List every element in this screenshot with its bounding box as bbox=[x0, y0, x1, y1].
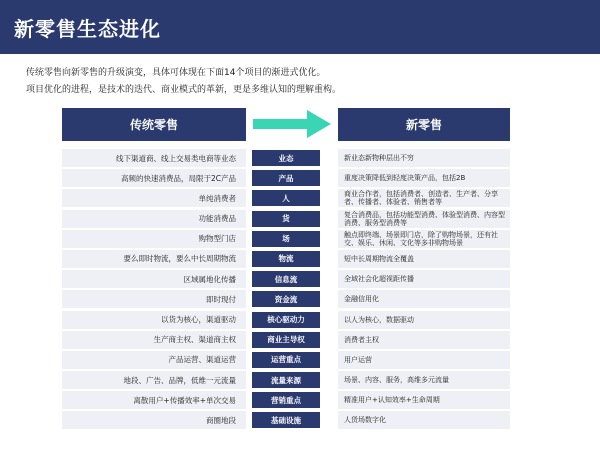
comparison-row bbox=[62, 390, 510, 410]
new-retail-cell: 金融信用化 bbox=[338, 290, 510, 308]
aspect-label: 货 bbox=[252, 211, 320, 227]
new-retail-cell: 全域社会化超视距传播 bbox=[338, 270, 510, 288]
comparison-row bbox=[62, 289, 510, 309]
aspect-label: 流量来源 bbox=[252, 372, 320, 388]
comparison-table bbox=[62, 148, 510, 431]
new-retail-cell: 用户运营 bbox=[338, 351, 510, 369]
header-traditional-retail: 传统零售 bbox=[62, 108, 246, 141]
new-retail-cell: 新业态新物种层出不穷 bbox=[338, 149, 510, 167]
traditional-cell: 购物型门店 bbox=[62, 230, 246, 248]
intro-text bbox=[26, 65, 586, 99]
comparison-row bbox=[62, 370, 510, 390]
comparison-row bbox=[62, 410, 510, 430]
intro-line-2: 项目优化的进程，是技术的迭代、商业模式的革新，更是多维认知的理解重构。 bbox=[26, 85, 342, 95]
comparison-row bbox=[62, 209, 510, 229]
traditional-cell: 地段、广告、品牌，低维一元流量 bbox=[62, 371, 246, 389]
traditional-cell: 离散用户+传播效率+单次交易 bbox=[62, 391, 246, 409]
comparison-row bbox=[62, 249, 510, 269]
aspect-label: 商业主导权 bbox=[252, 332, 320, 348]
traditional-cell: 即时现付 bbox=[62, 290, 246, 308]
intro-line-1: 传统零售向新零售的升级演变，具体可体现在下面14个项目的渐进式优化。 bbox=[26, 68, 326, 78]
traditional-cell: 商圈地段 bbox=[62, 411, 246, 429]
traditional-cell: 要么即时物流，要么中长周期物流 bbox=[62, 250, 246, 268]
new-retail-cell: 商业合作者，包括消费者、创造者、生产者、分享者、传播者、体验者、销售者等 bbox=[338, 189, 510, 207]
new-retail-cell: 精准用户+认知效率+生命周期 bbox=[338, 391, 510, 409]
comparison-row bbox=[62, 148, 510, 168]
comparison-row bbox=[62, 330, 510, 350]
arrow-right-icon bbox=[253, 110, 331, 138]
traditional-cell: 生产商主权、渠道商主权 bbox=[62, 331, 246, 349]
traditional-cell: 单纯消费者 bbox=[62, 189, 246, 207]
new-retail-cell: 场景、内容、服务，高维多元流量 bbox=[338, 371, 510, 389]
comparison-row bbox=[62, 350, 510, 370]
aspect-label: 营销重点 bbox=[252, 392, 320, 408]
new-retail-cell: 复合消费品，包括功能型消费、体验型消费、内容型消费、服务型消费等 bbox=[338, 210, 510, 228]
traditional-cell: 高频的快速消费品，局限于2C产品 bbox=[62, 169, 246, 187]
aspect-label: 运营重点 bbox=[252, 352, 320, 368]
new-retail-cell: 触点即终端、场景即门店，除了购物场景，还有社交、娱乐、休闲、文化等多非购物场景 bbox=[338, 230, 510, 248]
header-new-retail: 新零售 bbox=[338, 108, 510, 141]
aspect-label: 产品 bbox=[252, 170, 320, 186]
aspect-label: 信息流 bbox=[252, 271, 320, 287]
new-retail-cell: 重度决策降低到轻度决策产品，包括2B bbox=[338, 169, 510, 187]
aspect-label: 基础设施 bbox=[252, 412, 320, 428]
aspect-label: 资金流 bbox=[252, 291, 320, 307]
traditional-cell: 以货为核心，渠道驱动 bbox=[62, 311, 246, 329]
traditional-cell: 产品运营、渠道运营 bbox=[62, 351, 246, 369]
traditional-cell: 区域属地化传播 bbox=[62, 270, 246, 288]
comparison-row bbox=[62, 229, 510, 249]
new-retail-cell: 人货场数字化 bbox=[338, 411, 510, 429]
new-retail-cell: 以人为核心，数据驱动 bbox=[338, 311, 510, 329]
comparison-row bbox=[62, 188, 510, 208]
comparison-row bbox=[62, 269, 510, 289]
page-title: 新零售生态进化 bbox=[14, 16, 161, 41]
traditional-cell: 功能消费品 bbox=[62, 210, 246, 228]
comparison-row bbox=[62, 310, 510, 330]
aspect-label: 场 bbox=[252, 231, 320, 247]
title-banner bbox=[0, 0, 600, 54]
new-retail-cell: 短中长周期物流全覆盖 bbox=[338, 250, 510, 268]
traditional-cell: 线下渠道商、线上交易类电商等业态 bbox=[62, 149, 246, 167]
new-retail-cell: 消费者主权 bbox=[338, 331, 510, 349]
comparison-row bbox=[62, 168, 510, 188]
aspect-label: 核心驱动力 bbox=[252, 312, 320, 328]
aspect-label: 业态 bbox=[252, 150, 320, 166]
aspect-label: 物流 bbox=[252, 251, 320, 267]
aspect-label: 人 bbox=[252, 190, 320, 206]
